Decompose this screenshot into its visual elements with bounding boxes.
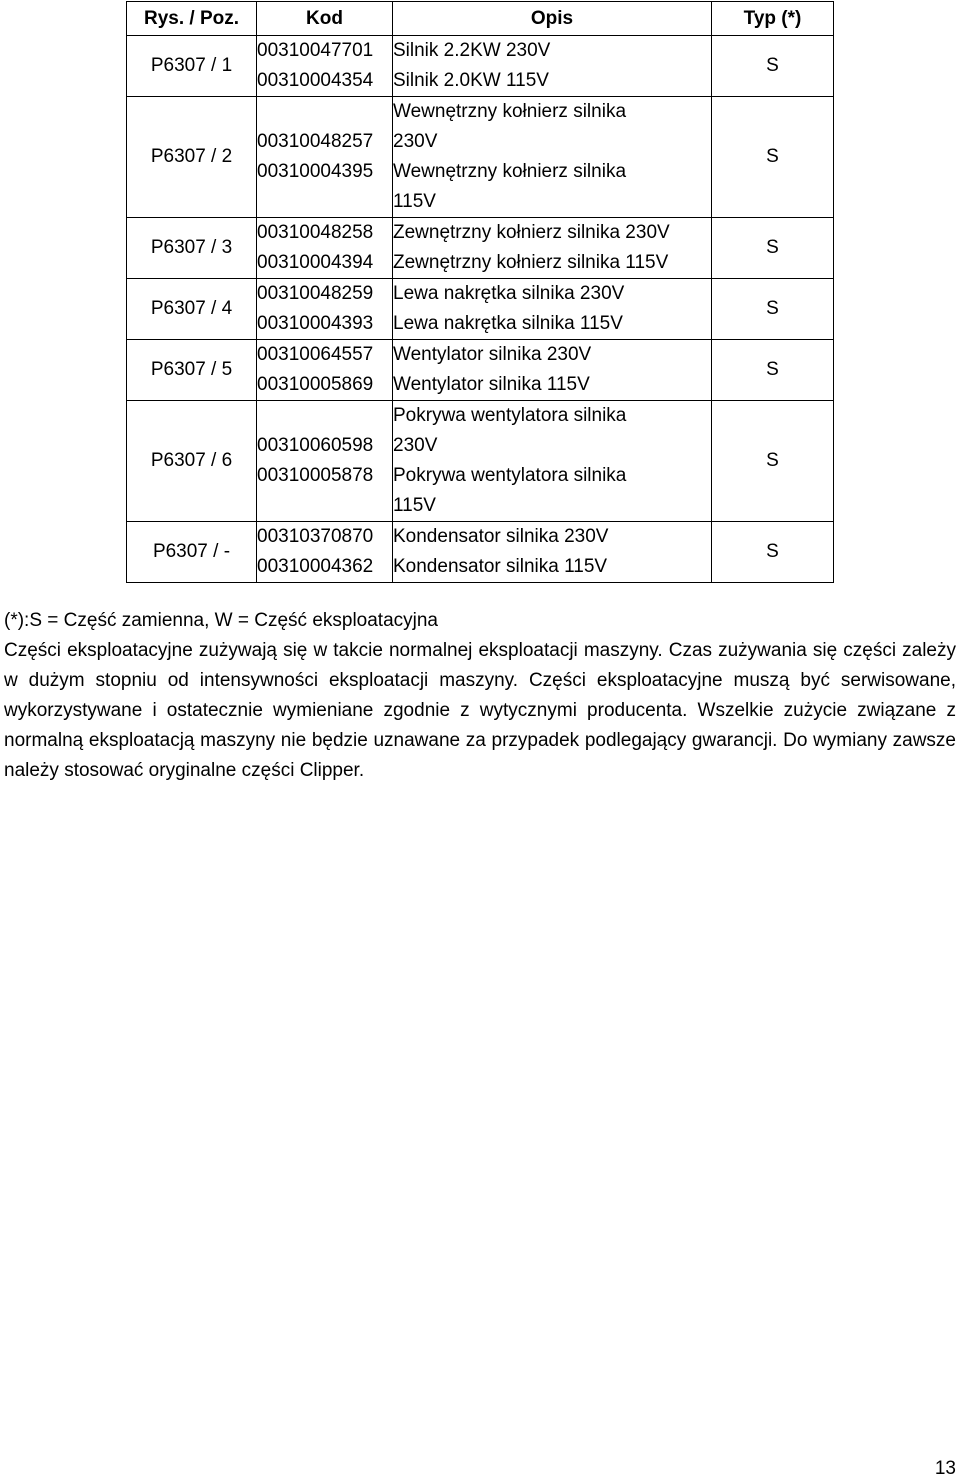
kod-line: 00310047701 [257, 40, 374, 61]
row-opis [393, 218, 712, 279]
row-opis [393, 340, 712, 401]
opis-line: Zewnętrzny kołnierz silnika 115V [393, 252, 669, 273]
row-opis [393, 401, 712, 522]
table-row [127, 97, 834, 218]
row-poz: P6307 / - [127, 522, 257, 583]
row-poz: P6307 / 1 [127, 36, 257, 97]
kod-line: 00310004394 [257, 252, 374, 273]
kod-line: 00310004393 [257, 313, 374, 334]
spare-parts-table [126, 1, 834, 583]
row-poz: P6307 / 2 [127, 97, 257, 218]
row-opis [393, 522, 712, 583]
table-row [127, 279, 834, 340]
opis-line: Wewnętrzny kołnierz silnika [393, 161, 627, 182]
header-poz: Rys. / Poz. [127, 2, 257, 36]
kod-line: 00310004362 [257, 556, 374, 577]
table-row [127, 522, 834, 583]
opis-line: Lewa nakrętka silnika 115V [393, 313, 623, 334]
notes-section [4, 606, 956, 786]
kod-line: 00310060598 [257, 435, 374, 456]
kod-line: 00310004354 [257, 70, 374, 91]
row-opis [393, 97, 712, 218]
kod-line [257, 187, 392, 217]
row-kod [257, 522, 393, 583]
opis-line: Silnik 2.2KW 230V [393, 40, 551, 61]
opis-line: Pokrywa wentylatora silnika [393, 465, 627, 486]
kod-line: 00310004395 [257, 161, 374, 182]
row-typ: S [712, 401, 834, 522]
row-typ: S [712, 522, 834, 583]
row-opis [393, 36, 712, 97]
kod-line: 00310005869 [257, 374, 374, 395]
row-kod [257, 36, 393, 97]
table-header-row [127, 2, 834, 36]
row-kod [257, 97, 393, 218]
row-typ: S [712, 218, 834, 279]
row-typ: S [712, 97, 834, 218]
opis-line: Lewa nakrętka silnika 230V [393, 283, 625, 304]
row-poz: P6307 / 4 [127, 279, 257, 340]
row-poz: P6307 / 3 [127, 218, 257, 279]
row-kod [257, 279, 393, 340]
wear-parts-paragraph: Części eksploatacyjne zużywają się w takcie normalnej eksploatacji maszyny. Czas zużywania się części zależy w dużym stopniu od intensywności eksploatacji maszyny. Części eksploatacyjne muszą być serwisowane, wykorzystywane i ostatecznie wymieniane zgodnie z wytycznymi producenta. Wszelkie zużycie związane z normalną eksploatacją maszyny nie będzie uznawane za przypadek podlegający gwarancji. Do wymiany zawsze należy stosować oryginalne części Clipper. [4, 640, 956, 781]
opis-line: Kondensator silnika 230V [393, 526, 609, 547]
kod-line: 00310048259 [257, 283, 374, 304]
header-opis: Opis [393, 2, 712, 36]
kod-line: 00310005878 [257, 465, 374, 486]
row-kod [257, 401, 393, 522]
opis-line: 115V [393, 495, 436, 516]
legend-text: (*):S = Część zamienna, W = Część eksploatacyjna [4, 610, 439, 631]
opis-line: 230V [393, 131, 438, 152]
opis-line: Wewnętrzny kołnierz silnika [393, 101, 627, 122]
opis-line: 230V [393, 435, 438, 456]
kod-line [257, 97, 392, 127]
opis-line: Silnik 2.0KW 115V [393, 70, 549, 91]
kod-line: 00310048257 [257, 131, 374, 152]
opis-line: Kondensator silnika 115V [393, 556, 608, 577]
row-kod [257, 218, 393, 279]
kod-line [257, 401, 392, 431]
row-typ: S [712, 279, 834, 340]
table-row [127, 36, 834, 97]
table-row [127, 218, 834, 279]
row-kod [257, 340, 393, 401]
page-number: 13 [934, 1458, 956, 1479]
kod-line: 00310048258 [257, 222, 374, 243]
opis-line: Wentylator silnika 115V [393, 374, 590, 395]
row-typ: S [712, 340, 834, 401]
kod-line [257, 491, 392, 521]
kod-line: 00310064557 [257, 344, 374, 365]
row-poz: P6307 / 5 [127, 340, 257, 401]
header-kod: Kod [257, 2, 393, 36]
row-poz: P6307 / 6 [127, 401, 257, 522]
header-typ: Typ (*) [712, 2, 834, 36]
opis-line: Wentylator silnika 230V [393, 344, 592, 365]
table-row [127, 401, 834, 522]
row-typ: S [712, 36, 834, 97]
kod-line: 00310370870 [257, 526, 374, 547]
opis-line: Zewnętrzny kołnierz silnika 230V [393, 222, 670, 243]
row-opis [393, 279, 712, 340]
opis-line: Pokrywa wentylatora silnika [393, 405, 627, 426]
opis-line: 115V [393, 191, 436, 212]
table-row [127, 340, 834, 401]
